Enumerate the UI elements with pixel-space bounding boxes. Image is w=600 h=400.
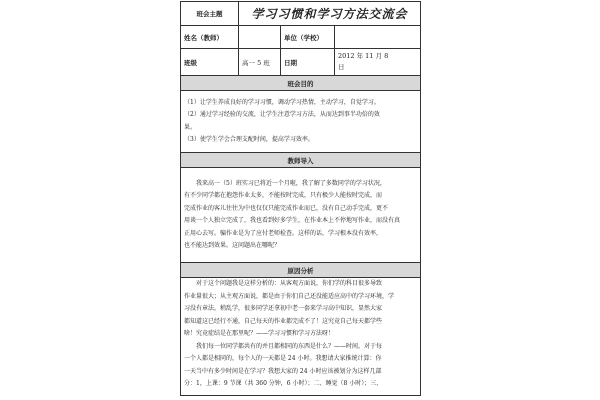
analysis-heading: 原因分析 [181, 263, 421, 278]
purpose-line-2b: 果。 [184, 123, 197, 131]
analysis-body-row [181, 278, 421, 396]
theme-label: 班会主题 [181, 2, 239, 26]
analysis-line: 作业量很大；从主观方面说，都是由于你们自己还没能适应高中的学习环境，学 [184, 292, 395, 300]
purpose-line-1: （1）让学生养成良好的学习习惯，调动学习热情，主动学习，自觉学习。 [184, 98, 380, 106]
teacher-row [181, 26, 421, 49]
intro-line: 完成作业的客儿往往为中也仅仅只能完成作业而已，没有自己动手完成，更不 [184, 204, 389, 212]
intro-line: 我来高一（5）班实习已将近一个月啦，我了解了多数同学的学习状况， [196, 179, 386, 187]
intro-line: 正用心去写。骗作业是为了应付老师检查。这样的话，学习根本没有效率， [184, 229, 383, 237]
analysis-line: 一个人都是相同的，每个人的一天都是 24 小时。我想请大家推统计算：你 [184, 355, 382, 362]
class-meeting-form [180, 1, 421, 396]
analysis-line: 啥！究竟症结是在那里呢？——学习习惯和学习方法呀！ [184, 330, 335, 337]
intro-line: 有不少同学都在抱怨作业太多，不能按时完成，只有极少人能按时完成，而 [184, 192, 383, 199]
analysis-line: 我们每一位同学都共有的并且都相同的东西是什么？——时间，对于每 [196, 342, 383, 350]
intro-body-row [181, 168, 421, 263]
class-date-row [181, 49, 421, 76]
teacher-name-label: 姓名（教师） [181, 26, 239, 49]
intro-heading: 教师导入 [181, 153, 421, 168]
purpose-heading: 班会目的 [181, 76, 421, 91]
analysis-line: 都知道这已经行不通，自己每天的作业都完成不了！这究竟自己每天都学些 [184, 317, 383, 325]
intro-line: 用谈一个人独立完成了，我也看到好多学生，在作业本上不停地写作业，而没有真 [184, 217, 401, 224]
purpose-line-2a: （2）通过学习经验的交流，让学生注意学习方法，从而达到事半功倍的效 [184, 111, 380, 118]
teacher-name-value [239, 26, 281, 49]
intro-line: 也不能达到效果。这问题出在哪呢？ [184, 242, 281, 249]
analysis-line: 对于这个问题我是这样分析的：从客观方面说，你们学的科目很多导致 [196, 280, 383, 287]
date-label: 日期 [281, 49, 335, 76]
analysis-heading-row [181, 263, 421, 278]
school-unit-label: 单位（学校） [281, 26, 335, 49]
date-value-line1: 2012 年 11 月 8 [338, 52, 389, 60]
purpose-line-3: （3）使学生学会合理支配时间，提高学习效率。 [184, 136, 314, 143]
analysis-body [181, 278, 421, 396]
purpose-body-row [181, 91, 421, 153]
purpose-body [181, 91, 421, 153]
intro-heading-row [181, 153, 421, 168]
theme-row [181, 2, 421, 26]
purpose-heading-row [181, 76, 421, 91]
date-value-line2: 日 [338, 63, 345, 71]
intro-body [181, 168, 421, 263]
school-unit-value [335, 26, 421, 49]
date-value [335, 49, 421, 76]
meeting-title: 学习习惯和学习方法交流会 [239, 2, 421, 26]
analysis-line: 一天当中有多少时间是在学习？我想大家的 24 小时应该被划分为这样几部 [184, 367, 382, 375]
class-label: 班级 [181, 49, 239, 76]
class-value: 高一 5 班 [239, 49, 281, 76]
analysis-line: 分：1，上课：9 节课（共 360 分钟，6 小时）；二、睡觉（8 小时）；三、 [184, 380, 383, 387]
analysis-line: 习没有章法，稍乱学，很多同学还拿初中老一套来学习高中知识，显然大家 [184, 305, 383, 312]
